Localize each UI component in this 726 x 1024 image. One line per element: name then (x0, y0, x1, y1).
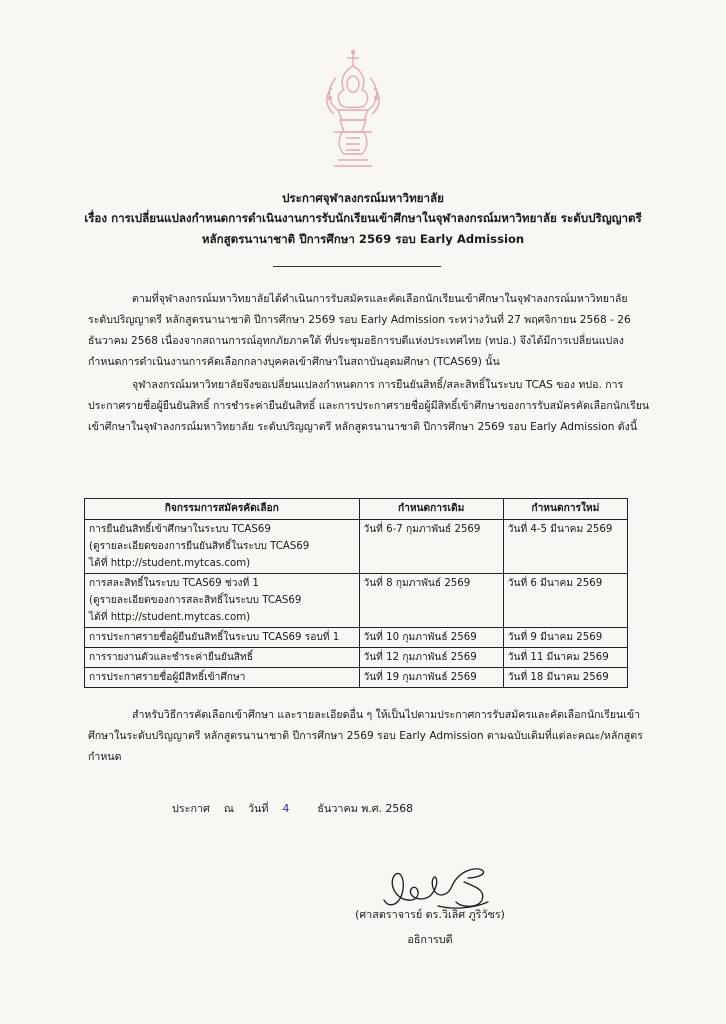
document-title-line2: เรื่อง การเปลี่ยนแปลงกำหนดการดำเนินงานการรับนักเรียนเข้าศึกษาในจุฬาลงกรณ์มหาวิทยาลัย ระดับปริญญาตรี (84, 211, 642, 225)
paragraph-changes: จุฬาลงกรณ์มหาวิทยาลัยจึงขอเปลี่ยนแปลงกำหนดการ การยืนยันสิทธิ์/สละสิทธิ์ในระบบ TCAS ของ ทปอ. การประกาศรายชื่อผู้ยืนยันสิทธิ์ การชำระค่ายืนยันสิทธิ์ และการประกาศรายชื่อผู้มีสิทธิ์เข้าศึกษาของการรับสมัครคัดเลือกนักเรียนเข้าศึกษาในจุฬาลงกรณ์มหาวิทยาลัย ระดับปริญญาตรี หลักสูตรนานาชาติ ปีการศึกษา 2569 รอบ Early Admission ดังนี้ (88, 379, 650, 433)
document-title-line1: ประกาศจุฬาลงกรณ์มหาวิทยาลัย (282, 191, 444, 205)
announce-day: 4 (282, 802, 290, 815)
signatory-position: อธิการบดี (407, 933, 453, 946)
activity-note: (ดูรายละเอียดของการยืนยันสิทธิ์ในระบบ TCAS69 (89, 541, 310, 552)
table-row (85, 648, 628, 668)
paragraph-background: ตามที่จุฬาลงกรณ์มหาวิทยาลัยได้ดำเนินการรับสมัครและคัดเลือกนักเรียนเข้าศึกษาในจุฬาลงกรณ์มหาวิทยาลัย ระดับปริญญาตรี หลักสูตรนานาชาติ ปีการศึกษา 2569 รอบ Early Admission ระหว่างวันที่ 27 พฤศจิกายน 2568 - 26 ธันวาคม 2568 เนื่องจากสถานการณ์อุทกภัยภาคใต้ ที่ประชุมอธิการบดีแห่งประเทศไทย (ทปอ.) จึงได้มีการเปลี่ยนแปลงกำหนดการดำเนินงานการคัดเลือกกลางบุคคลเข้าศึกษาในสถาบันอุดมศึกษา (TCAS69) นั้น (88, 293, 631, 368)
table-row (85, 520, 628, 574)
announce-month-year: ธันวาคม พ.ศ. 2568 (317, 802, 413, 815)
table-row (85, 574, 628, 628)
activity-note: (ดูรายละเอียดของการสละสิทธิ์ในระบบ TCAS69 (89, 595, 302, 606)
header-activity: กิจกรรมการสมัครคัดเลือก (85, 499, 360, 520)
document-title-line3: หลักสูตรนานาชาติ ปีการศึกษา 2569 รอบ Early Admission (201, 232, 525, 246)
announcement-date (172, 800, 413, 818)
table-row (85, 628, 628, 648)
activity-cell (85, 574, 360, 628)
activity-text: การสละสิทธิ์ในระบบ TCAS69 ช่วงที่ 1 (89, 578, 259, 589)
activity-link-note: ได้ที่ http://student.mytcas.com) (89, 612, 251, 623)
old-date-cell: วันที่ 10 กุมภาพันธ์ 2569 (359, 628, 503, 648)
table-row (85, 668, 628, 688)
activity-cell: การประกาศรายชื่อผู้ยืนยันสิทธิ์ในระบบ TCAS69 รอบที่ 1 (85, 628, 360, 648)
old-date-cell: วันที่ 6-7 กุมภาพันธ์ 2569 (359, 520, 503, 574)
new-date-cell: วันที่ 4-5 มีนาคม 2569 (503, 520, 627, 574)
new-date-cell: วันที่ 6 มีนาคม 2569 (503, 574, 627, 628)
old-date-cell: วันที่ 19 กุมภาพันธ์ 2569 (359, 668, 503, 688)
new-date-cell: วันที่ 11 มีนาคม 2569 (503, 648, 627, 668)
activity-cell: การประกาศรายชื่อผู้มีสิทธิ์เข้าศึกษา (85, 668, 360, 688)
activity-text: การยืนยันสิทธิ์เข้าศึกษาในระบบ TCAS69 (89, 524, 271, 535)
table-header-row (85, 499, 628, 520)
announce-prefix: ประกาศ (172, 802, 210, 815)
activity-link-note: ได้ที่ http://student.mytcas.com) (89, 558, 251, 569)
new-date-cell: วันที่ 9 มีนาคม 2569 (503, 628, 627, 648)
announce-date-label: วันที่ (247, 802, 269, 815)
activity-cell (85, 520, 360, 574)
activity-cell: การรายงานตัวและชำระค่ายืนยันสิทธิ์ (85, 648, 360, 668)
schedule-table (84, 498, 628, 688)
title-divider (273, 266, 441, 267)
old-date-cell: วันที่ 8 กุมภาพันธ์ 2569 (359, 574, 503, 628)
old-date-cell: วันที่ 12 กุมภาพันธ์ 2569 (359, 648, 503, 668)
header-old-schedule: กำหนดการเดิม (359, 499, 503, 520)
signatory-name: (ศาสตราจารย์ ดร.วิเลิศ ภูริวัชร) (355, 908, 505, 921)
announce-at: ณ (223, 802, 234, 815)
header-new-schedule: กำหนดการใหม่ (503, 499, 627, 520)
new-date-cell: วันที่ 18 มีนาคม 2569 (503, 668, 627, 688)
university-seal-icon (320, 48, 386, 172)
paragraph-other-details: สำหรับวิธีการคัดเลือกเข้าศึกษา และรายละเอียดอื่น ๆ ให้เป็นไปตามประกาศการรับสมัครและคัดเลือกนักเรียนเข้าศึกษาในระดับปริญญาตรี หลักสูตรนานาชาติ ปีการศึกษา 2569 รอบ Early Admission ตามฉบับเดิมที่แต่ละคณะ/หลักสูตรกำหนด (88, 709, 643, 763)
